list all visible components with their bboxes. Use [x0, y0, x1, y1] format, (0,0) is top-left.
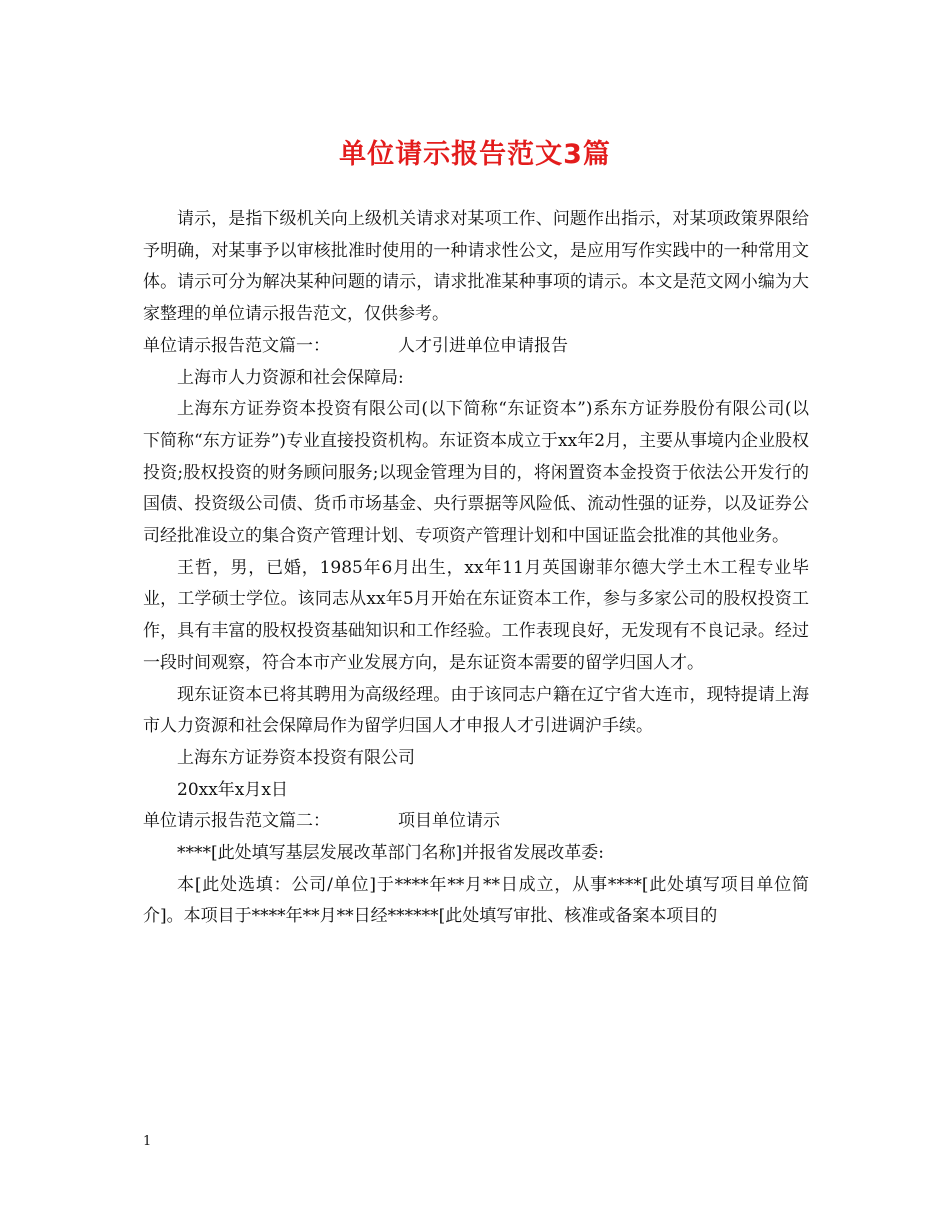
addressee-1: 上海市人力资源和社会保障局:: [177, 367, 404, 388]
intro-paragraph: 请示，是指下级机关向上级机关请求对某项工作、问题作出指示，对某项政策界限给予明确，对某事予以审核批准时使用的一种请求性公文，是应用写作实践中的一种常用文体。请示可分为解决某种问题的请示，请求批准某种事项的请示。本文是范文网小编为大家整理的单位请示报告范文，仅供参考。: [143, 209, 809, 325]
section-heading-2-subtitle: 项目单位请示: [398, 811, 500, 832]
section-heading-2-label: 单位请示报告范文篇二：: [143, 811, 330, 832]
body-paragraph: 上海东方证券资本投资有限公司(以下简称“东证资本”)系东方证券股份有限公司(以下简称“东方证券”)专业直接投资机构。东证资本成立于xx年2月，主要从事境内企业股权投资;股权投资的财务顾问服务;以现金管理为目的，将闲置资本金投资于依法公开发行的国债、投资级公司债、货币市场基金、央行票据等风险低、流动性强的证券，以及证券公司经批准设立的集合资产管理计划、专项资产管理计划和中国证监会批准的其他业务。: [143, 399, 810, 547]
addressee-2: ****[此处填写基层发展改革部门名称]并报省发展改革委:: [177, 843, 604, 864]
section-heading-1-subtitle: 人才引进单位申请报告: [398, 335, 568, 356]
document-body: [143, 204, 809, 933]
signature: 上海东方证券资本投资有限公司: [177, 747, 415, 768]
section-heading-1-label: 单位请示报告范文篇一：: [143, 335, 330, 356]
section-heading-2: [143, 806, 809, 838]
body-paragraph: 现东证资本已将其聘用为高级经理。由于该同志户籍在辽宁省大连市，现特提请上海市人力资源和社会保障局作为留学归国人才申报人才引进调沪手续。: [143, 684, 809, 737]
date: 20xx年x月x日: [177, 779, 288, 800]
page-number: 1: [143, 1134, 152, 1149]
body-paragraph: 王哲，男，已婚，1985年6月出生，xx年11月英国谢菲尔德大学土木工程专业毕业，工学硕士学位。该同志从xx年5月开始在东证资本工作，参与多家公司的股权投资工作，具有丰富的股权投资基础知识和工作经验。工作表现良好，无发现有不良记录。经过一段时间观察，符合本市产业发展方向，是东证资本需要的留学归国人才。: [143, 557, 809, 673]
section-heading-1: [143, 331, 809, 363]
body-paragraph: 本[此处选填：公司/单位]于****年**月**日成立，从事****[此处填写项目单位简介]。本项目于****年**月**日经******[此处填写审批、核准或备案本项目的: [143, 874, 809, 927]
document-title: 单位请示报告范文3篇: [339, 139, 611, 170]
